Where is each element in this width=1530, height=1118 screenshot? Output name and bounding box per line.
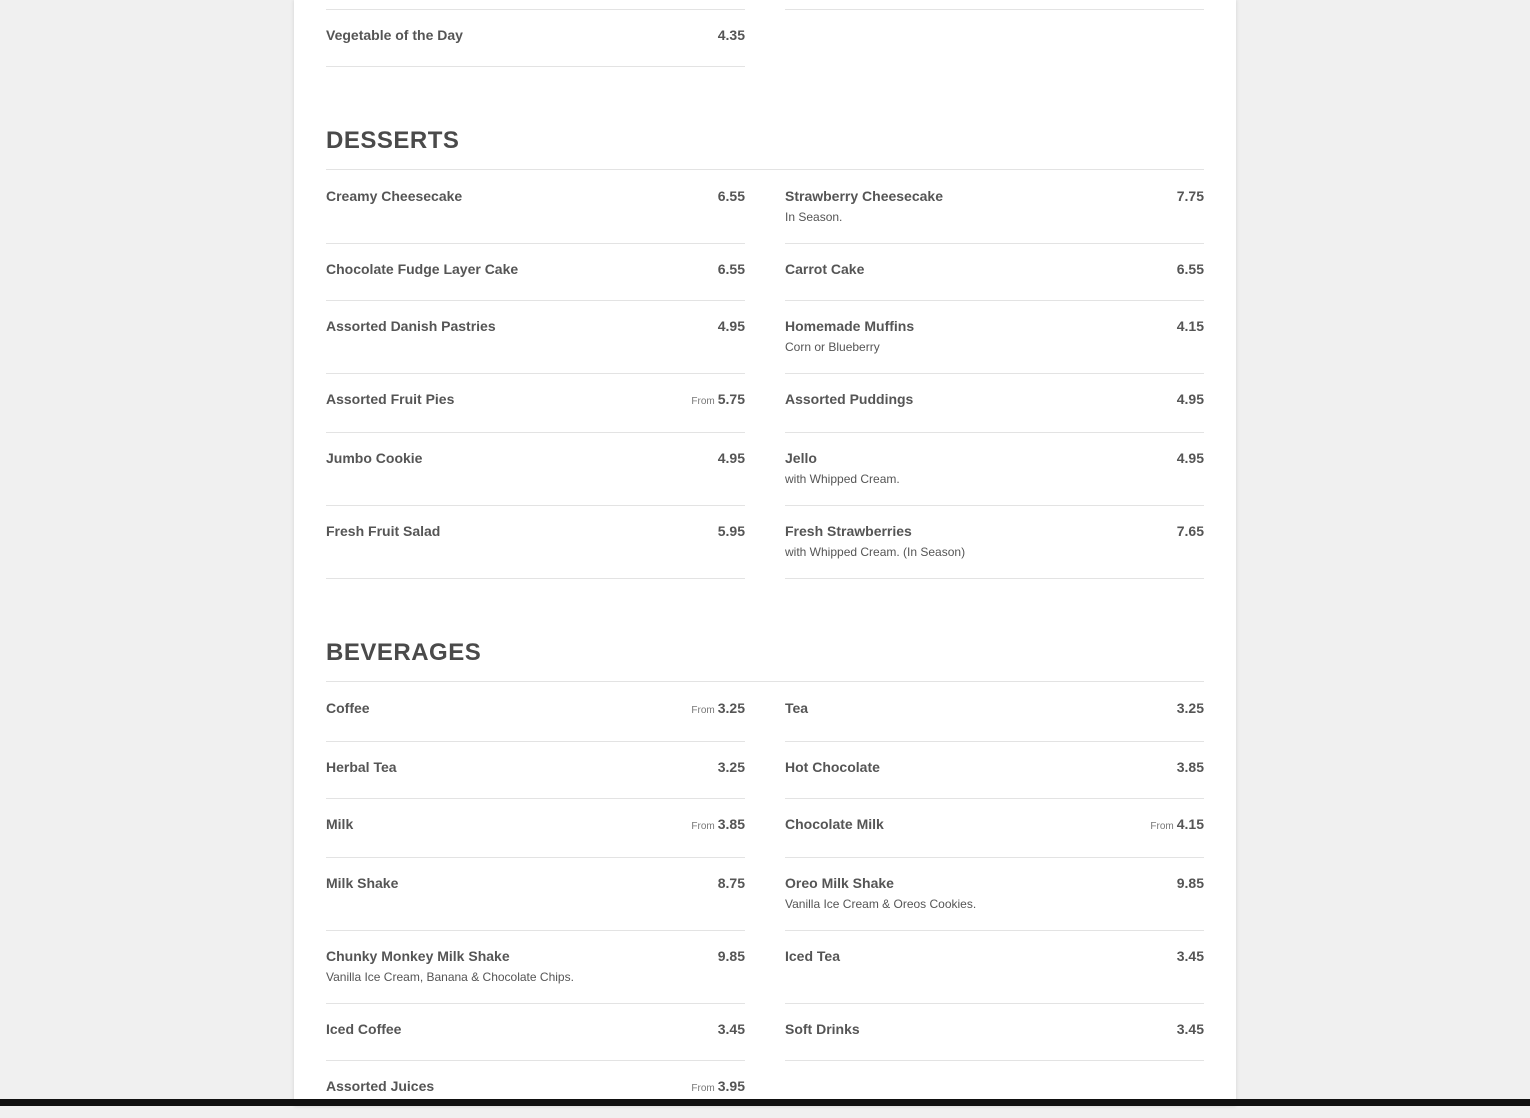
item-description: with Whipped Cream. (In Season) [785,545,966,559]
item-price: 3.85 [1176,759,1204,775]
row-divider [326,930,745,931]
menu-item[interactable] [326,1021,745,1061]
menu-item[interactable] [785,700,1204,740]
item-name: Assorted Puddings [785,391,914,407]
item-price: 9.85 [717,948,745,964]
row-divider [785,798,1204,799]
item-name: Chocolate Fudge Layer Cake [326,261,519,277]
row-divider [326,243,745,244]
item-name: Herbal Tea [326,759,397,775]
menu-item[interactable] [326,948,745,988]
item-price: 6.55 [717,188,745,204]
row-divider [326,578,745,579]
row-divider [785,1003,1204,1004]
item-price: 4.15 [1176,318,1204,334]
menu-item[interactable] [326,450,745,490]
menu-item[interactable] [326,700,745,740]
price-from-label: From [691,821,715,832]
item-name: Assorted Fruit Pies [326,391,455,407]
item-name: Fresh Strawberries [785,523,912,539]
menu-item[interactable] [785,391,1204,431]
menu-item[interactable] [785,450,1204,490]
section-title-desserts: DESSERTS [326,127,460,154]
item-price: 3.45 [1176,1021,1204,1037]
item-name: Soft Drinks [785,1021,860,1037]
menu-item[interactable] [785,816,1204,856]
menu-item[interactable] [326,816,745,856]
row-divider [326,1003,745,1004]
item-description: Corn or Blueberry [785,340,880,354]
item-price: 3.85 [717,816,745,832]
row-divider [326,741,745,742]
item-price: 3.25 [1176,700,1204,716]
item-price: 5.75 [717,391,745,407]
item-name: Milk Shake [326,875,399,891]
item-price: 8.75 [717,875,745,891]
item-name: Fresh Fruit Salad [326,523,441,539]
item-price: 3.45 [717,1021,745,1037]
menu-item[interactable] [785,948,1204,988]
row-divider [326,300,745,301]
price-from-label: From [691,1083,715,1094]
item-name: Coffee [326,700,370,716]
bottom-bar [0,1099,1530,1106]
row-divider [785,432,1204,433]
item-price: 3.25 [717,759,745,775]
menu-item[interactable] [785,318,1204,358]
item-name: Assorted Danish Pastries [326,318,496,334]
menu-item[interactable] [326,318,745,358]
item-name: Chocolate Milk [785,816,884,832]
item-price: 4.15 [1176,816,1204,832]
item-price: 4.35 [717,27,745,43]
item-name: Hot Chocolate [785,759,880,775]
item-description: Vanilla Ice Cream & Oreos Cookies. [785,897,977,911]
item-price: 6.55 [1176,261,1204,277]
menu-item[interactable] [326,261,745,301]
row-divider [785,930,1204,931]
menu-item[interactable] [326,27,745,67]
row-divider [326,373,745,374]
row-divider [785,741,1204,742]
row-divider [326,1060,745,1061]
item-name: Vegetable of the Day [326,27,463,43]
item-name: Tea [785,700,809,716]
item-name: Iced Coffee [326,1021,402,1037]
item-name: Jello [785,450,817,466]
item-name: Assorted Juices [326,1078,435,1094]
item-price: 7.65 [1176,523,1204,539]
item-name: Carrot Cake [785,261,865,277]
row-divider [326,798,745,799]
row-divider [326,9,745,10]
row-divider [785,9,1204,10]
item-price: 4.95 [717,318,745,334]
menu-item[interactable] [326,188,745,228]
row-divider [785,505,1204,506]
menu-item[interactable] [326,391,745,431]
item-price: 3.45 [1176,948,1204,964]
item-description: with Whipped Cream. [785,472,900,486]
menu-item[interactable] [785,523,1204,563]
row-divider [785,578,1204,579]
section-title-beverages: BEVERAGES [326,639,482,666]
menu-item[interactable] [785,759,1204,799]
menu-item[interactable] [785,1021,1204,1061]
row-divider [785,373,1204,374]
item-price: 4.95 [717,450,745,466]
item-price: 6.55 [717,261,745,277]
item-name: Iced Tea [785,948,840,964]
menu-item[interactable] [326,759,745,799]
item-price: 7.75 [1176,188,1204,204]
row-divider [785,1060,1204,1061]
row-divider [326,505,745,506]
item-description: In Season. [785,210,843,224]
row-divider [326,857,745,858]
menu-item[interactable] [785,875,1204,915]
section-divider [326,169,1204,170]
menu-item[interactable] [326,875,745,915]
item-name: Chunky Monkey Milk Shake [326,948,510,964]
item-description: Vanilla Ice Cream, Banana & Chocolate Chips. [326,970,574,984]
row-divider [785,243,1204,244]
row-divider [326,432,745,433]
item-price: 3.95 [717,1078,745,1094]
item-price: 5.95 [717,523,745,539]
item-name: Strawberry Cheesecake [785,188,943,204]
item-name: Homemade Muffins [785,318,915,334]
menu-item[interactable] [785,188,1204,228]
price-from-label: From [691,705,715,716]
item-price: 4.95 [1176,391,1204,407]
item-name: Creamy Cheesecake [326,188,463,204]
item-name: Oreo Milk Shake [785,875,894,891]
price-from-label: From [1150,821,1174,832]
menu-item[interactable] [326,523,745,563]
section-divider [326,681,1204,682]
item-price: 9.85 [1176,875,1204,891]
price-from-label: From [691,396,715,407]
item-price: 4.95 [1176,450,1204,466]
row-divider [785,300,1204,301]
item-price: 3.25 [717,700,745,716]
menu-item[interactable] [326,1078,745,1118]
item-name: Milk [326,816,354,832]
row-divider [785,857,1204,858]
menu-item[interactable] [785,261,1204,301]
item-name: Jumbo Cookie [326,450,423,466]
